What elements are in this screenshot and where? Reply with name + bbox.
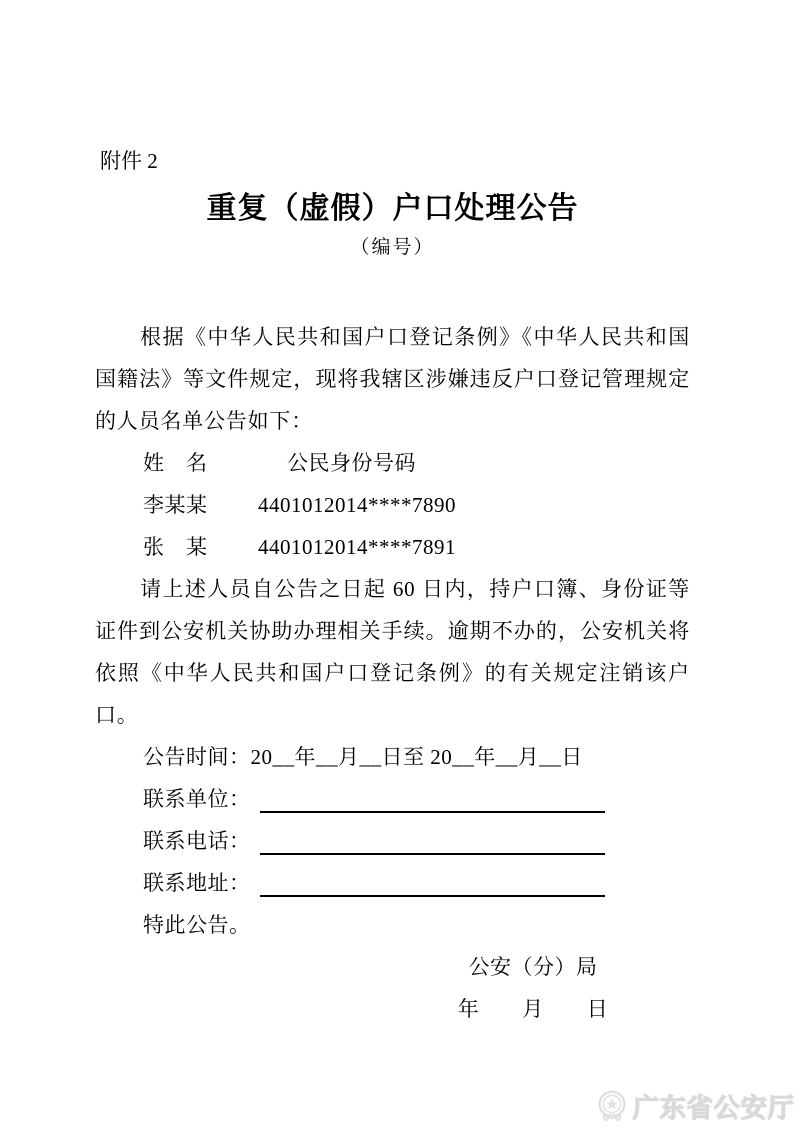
contact-unit-row (95, 778, 690, 820)
contact-phone-row (95, 820, 690, 862)
signature-org: 公安（分）局 (468, 955, 598, 979)
agency-watermark (594, 1088, 795, 1125)
roster-table (95, 442, 690, 568)
contact-phone-blank-line (260, 853, 605, 855)
paragraph-notice: 请上述人员自公告之日起 60 日内，持户口簿、身份证等证件到公安机关协助办理相关手续。逾期不办的，公安机关将依照《中华人民共和国户口登记条例》的有关规定注销该户口。 (95, 577, 690, 727)
contact-unit-label: 联系单位： (143, 787, 251, 811)
roster-header-id: 公民身份号码 (287, 451, 416, 475)
signature-block (438, 946, 628, 1030)
roster-row-id: 4401012014****7890 (258, 493, 456, 517)
attachment-label: 附件 2 (100, 149, 158, 173)
paragraph-intro: 根据《中华人民共和国户口登记条例》《中华人民共和国国籍法》等文件规定，现将我辖区涉嫌违反户口登记管理规定的人员名单公告如下： (95, 325, 690, 433)
contact-address-label: 联系地址： (143, 871, 251, 895)
document-body (95, 316, 690, 1030)
roster-row-name: 李某某 (143, 493, 208, 517)
contact-address-row (95, 862, 690, 904)
contact-unit-blank-line (260, 811, 605, 813)
table-row (95, 484, 690, 526)
page-title: 重复（虚假）户口处理公告 (206, 192, 579, 225)
notice-time-row (95, 736, 690, 778)
roster-header-row (95, 442, 690, 484)
contact-phone-label: 联系电话： (143, 829, 251, 853)
watermark-label: 广东省公安厅 (632, 1093, 795, 1123)
closing-statement: 特此公告。 (143, 913, 251, 937)
contact-address-blank-line (260, 895, 605, 897)
table-row (95, 526, 690, 568)
roster-row-id: 4401012014****7891 (258, 535, 456, 559)
police-badge-icon (594, 1089, 630, 1125)
roster-header-name: 姓 名 (143, 451, 208, 475)
roster-row-name: 张 某 (143, 535, 208, 559)
notice-time-label: 公告时间： (143, 745, 251, 769)
notice-time-value: 20__年__月__日至 20__年__月__日 (250, 745, 583, 769)
doc-number-label: （编号） (350, 237, 435, 258)
signature-date: 年 月 日 (457, 997, 609, 1021)
